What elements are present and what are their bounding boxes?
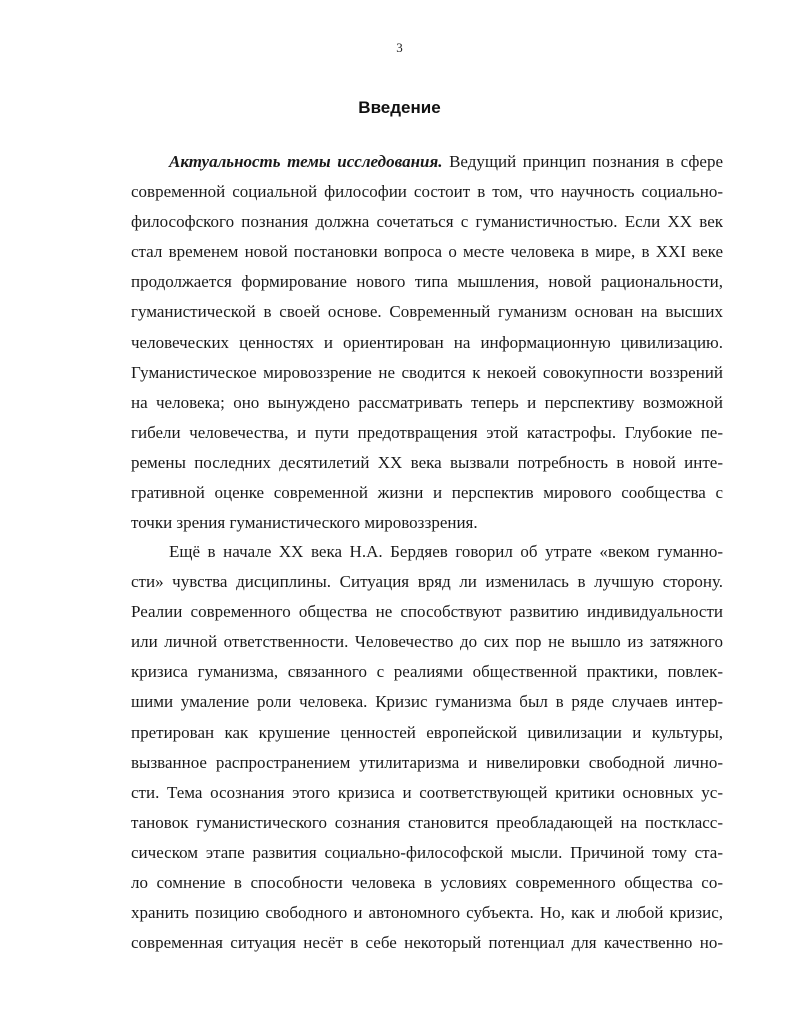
paragraph-line: сти» чувства дисциплины. Ситуация вряд ли изменилась в лучшую сторону. <box>131 572 723 592</box>
paragraph-relevance <box>131 147 723 538</box>
paragraph-line: человеческих ценностях и ориентирован на информационную цивилизацию. <box>131 332 723 352</box>
paragraph-line: Актуальность темы исследования. Ведущий принцип познания в сфере <box>169 152 723 171</box>
paragraph-line: претирован как крушение ценностей европейской цивилизации и культуры, <box>131 722 723 742</box>
page-number: 3 <box>396 40 403 55</box>
paragraph-line: на человека; оно вынуждено рассматривать теперь и перспективу возможной <box>131 392 723 412</box>
paragraph-lead: Актуальность темы исследования. <box>169 152 443 171</box>
paragraph-line: ло сомнение в способности человека в условиях современного общества со- <box>131 873 723 893</box>
paragraph-line: гративной оценке современной жизни и перспектив мирового сообщества с <box>131 483 723 503</box>
paragraph-line: Ещё в начале XX века Н.А. Бердяев говорил об утрате «веком гуманно- <box>169 542 723 561</box>
paragraph-line: Реалии современного общества не способствуют развитию индивидуальности <box>131 602 723 622</box>
paragraph-line: сическом этапе развития социально-философской мысли. Причиной тому ста- <box>131 842 723 862</box>
paragraph-line: гибели человечества, и пути предотвращения этой катастрофы. Глубокие пе- <box>131 422 723 442</box>
paragraph-line: тановок гуманистического сознания становится преобладающей на посткласс- <box>131 812 723 832</box>
section-heading: Введение <box>358 98 441 117</box>
paragraph-line: точки зрения гуманистического мировоззрения. <box>131 513 478 533</box>
paragraph-line: гуманистической в своей основе. Современный гуманизм основан на высших <box>131 302 723 322</box>
paragraph-line: современная ситуация несёт в себе некоторый потенциал для качественно но- <box>131 933 723 953</box>
paragraph-line: хранить позицию свободного и автономного субъекта. Но, как и любой кризис, <box>131 903 723 923</box>
paragraph-line: кризиса гуманизма, связанного с реалиями общественной практики, повлек- <box>131 662 723 682</box>
paragraph-line: Гуманистическое мировоззрение не сводится к некоей совокупности воззрений <box>131 362 723 382</box>
paragraph-line: ремены последних десятилетий XX века вызвали потребность в новой инте- <box>131 452 723 472</box>
paragraph-line: философского познания должна сочетаться с гуманистичностью. Если XX век <box>131 212 723 232</box>
paragraph-line: стал временем новой постановки вопроса о месте человека в мире, в XXI веке <box>131 242 723 262</box>
paragraph-line: или личной ответственности. Человечество до сих пор не вышло из затяжного <box>131 632 723 652</box>
paragraph-berdyaev <box>131 537 723 958</box>
paragraph-line: современной социальной философии состоит в том, что научность социально- <box>131 182 723 202</box>
paragraph-line: сти. Тема осознания этого кризиса и соответствующей критики основных ус- <box>131 782 723 802</box>
paragraph-line: вызванное распространением утилитаризма и нивелировки свободной лично- <box>131 752 723 772</box>
paragraph-line: продолжается формирование нового типа мышления, новой рациональности, <box>131 272 723 292</box>
paragraph-line: шими умаление роли человека. Кризис гуманизма был в ряде случаев интер- <box>131 692 723 712</box>
